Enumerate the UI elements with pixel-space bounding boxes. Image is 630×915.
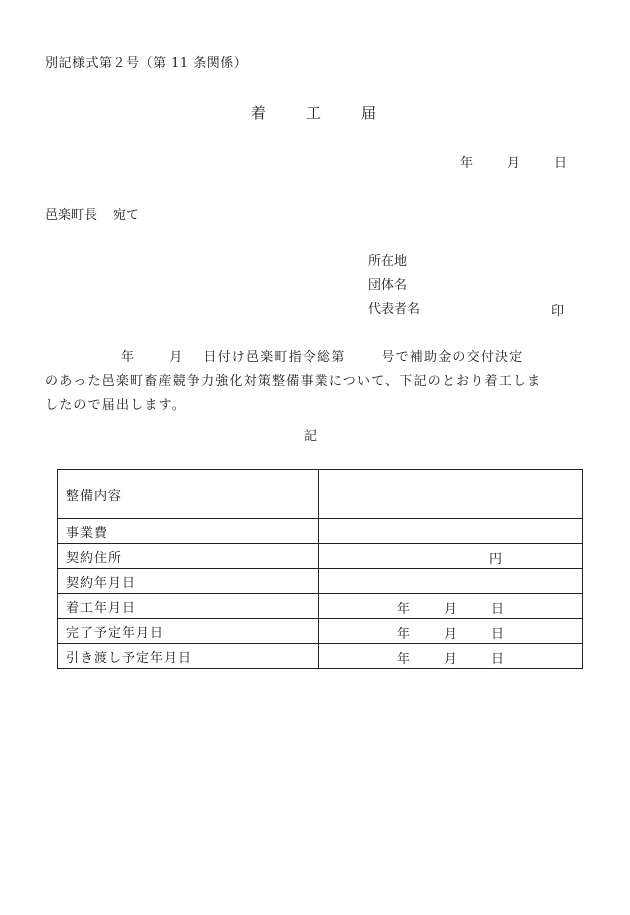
- row-label: 契約住所: [58, 544, 319, 569]
- table-row: [58, 470, 583, 519]
- row-value: [319, 470, 583, 519]
- title-char: 届: [361, 104, 377, 122]
- applicant-rep-label: 代表者名: [368, 302, 421, 317]
- detail-table: [57, 469, 583, 669]
- date-year: 年: [460, 156, 474, 171]
- date-month: 月: [507, 156, 521, 171]
- addressee-name: 邑楽町長: [45, 208, 98, 223]
- table-row: [58, 594, 583, 619]
- seal-mark: 印: [551, 304, 565, 319]
- date-fields: [397, 648, 504, 667]
- table-row: [58, 544, 583, 569]
- table-row: [58, 619, 583, 644]
- day-unit: 日: [491, 627, 505, 642]
- row-value: [319, 594, 583, 619]
- yen-unit: 円: [489, 552, 503, 567]
- body-month: 月: [169, 350, 184, 365]
- year-unit: 年: [397, 602, 411, 617]
- year-unit: 年: [397, 627, 411, 642]
- body-paragraph: [45, 346, 585, 418]
- body-line: したので届出します。: [45, 398, 186, 413]
- applicant-address-label: 所在地: [368, 254, 408, 269]
- day-unit: 日: [491, 652, 505, 667]
- ki-heading: 記: [304, 429, 318, 444]
- row-value: [319, 519, 583, 544]
- row-value: [319, 644, 583, 669]
- year-unit: 年: [397, 652, 411, 667]
- row-value: [319, 569, 583, 594]
- row-label: 整備内容: [58, 470, 319, 519]
- table-row: [58, 519, 583, 544]
- title-char: 着: [251, 104, 267, 122]
- row-value: [319, 544, 583, 569]
- body-year: 年: [121, 350, 136, 365]
- row-label: 事業費: [58, 519, 319, 544]
- date-fields: [397, 623, 504, 642]
- row-label: 着工年月日: [58, 594, 319, 619]
- month-unit: 月: [444, 652, 458, 667]
- row-value: [319, 619, 583, 644]
- date-day: 日: [554, 156, 568, 171]
- body-text-1: 日付け邑楽町指令総第: [203, 350, 346, 365]
- month-unit: 月: [444, 602, 458, 617]
- table-row: [58, 569, 583, 594]
- month-unit: 月: [444, 627, 458, 642]
- row-label: 契約年月日: [58, 569, 319, 594]
- body-line: のあった邑楽町畜産競争力強化対策整備事業について、下記のとおり着工しま: [45, 374, 542, 389]
- day-unit: 日: [491, 602, 505, 617]
- date-fields: [397, 598, 504, 617]
- body-line: [45, 346, 585, 370]
- submission-date: [460, 152, 567, 171]
- applicant-block: [368, 250, 420, 322]
- row-label: 引き渡し予定年月日: [58, 644, 319, 669]
- addressee-suffix: 宛て: [113, 208, 140, 223]
- addressee: [45, 204, 139, 223]
- form-number: 別記様式第２号（第 11 条関係）: [45, 56, 248, 71]
- table-row: [58, 644, 583, 669]
- row-label: 完了予定年月日: [58, 619, 319, 644]
- applicant-org-label: 団体名: [368, 278, 408, 293]
- body-text-1-tail: 号で補助金の交付決定: [381, 350, 524, 365]
- title-char: 工: [306, 104, 322, 122]
- document-title: [251, 102, 376, 123]
